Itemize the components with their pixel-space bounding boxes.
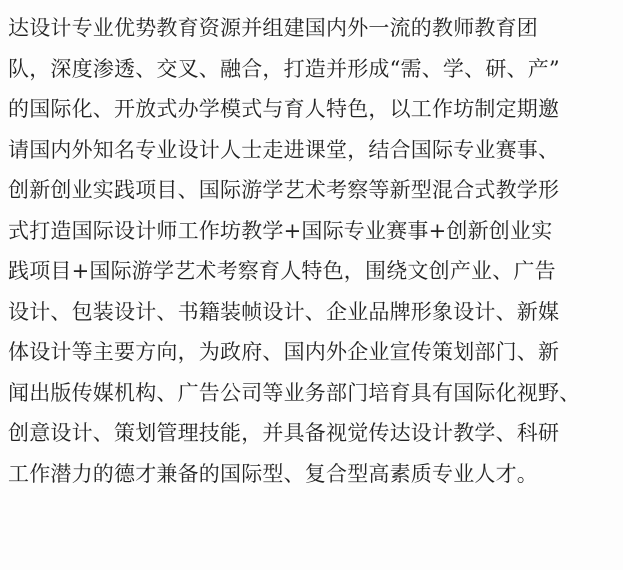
text-line-10: 闻出版传媒机构、广告公司等业务部门培育具有国际化视野、 bbox=[8, 380, 581, 405]
text-line-11: 创意设计、策划管理技能，并具备视觉传达设计教学、科研 bbox=[8, 421, 560, 445]
text-line-12: 工作潜力的德才兼备的国际型、复合型高素质专业人才。 bbox=[8, 461, 538, 486]
text-line-4: 请国内外知名专业设计人士走进课堂，结合国际专业赛事、 bbox=[8, 137, 560, 162]
text-line-1: 达设计专业优势教育资源并组建国内外一流的教师教育团 bbox=[8, 16, 538, 40]
text-line-8: 设计、包装设计、书籍装帧设计、企业品牌形象设计、新媒 bbox=[8, 299, 560, 324]
text-line-3: 的国际化、开放式办学模式与育人特色，以工作坊制定期邀 bbox=[8, 97, 560, 121]
text-line-5: 创新创业实践项目、国际游学艺术考察等新型混合式教学形 bbox=[8, 178, 560, 202]
body-paragraph bbox=[8, 8, 623, 494]
text-line-7: 践项目+国际游学艺术考察育人特色，围绕文创产业、广告 bbox=[8, 259, 556, 283]
text-line-9: 体设计等主要方向，为政府、国内外企业宣传策划部门、新 bbox=[8, 340, 560, 364]
text-line-6: 式打造国际设计师工作坊教学+国际专业赛事+创新创业实 bbox=[8, 218, 553, 243]
text-line-2: 队，深度渗透、交叉、融合，打造并形成“需、学、研、产” bbox=[8, 56, 560, 81]
